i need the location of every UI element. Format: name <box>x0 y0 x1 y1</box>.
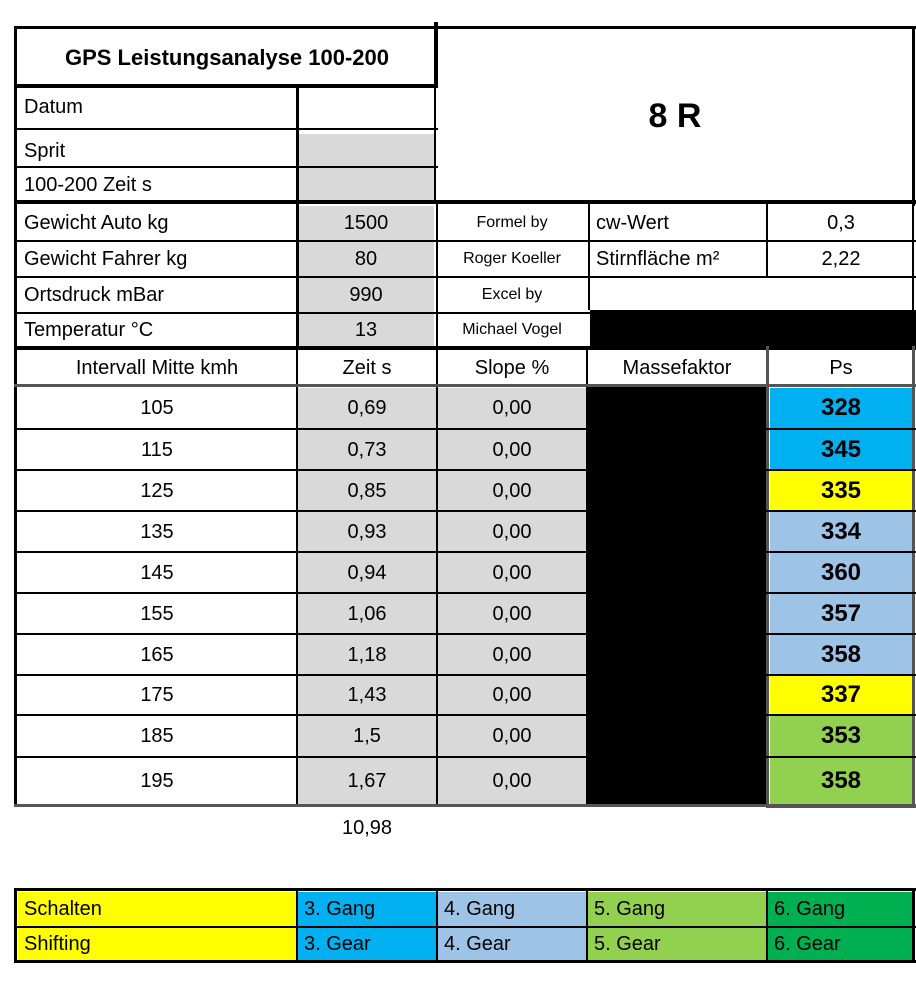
massefaktor-column <box>588 386 766 804</box>
v-line <box>434 22 438 84</box>
cell-kmh: 115 <box>18 430 296 469</box>
credit-michael-vogel: Michael Vogel <box>462 321 562 338</box>
cell-slope[interactable]: 0,00 <box>438 553 586 592</box>
cell-zeit[interactable]: 0,94 <box>298 553 436 592</box>
h-line <box>14 276 916 278</box>
h-line <box>14 469 916 471</box>
h-line <box>14 960 916 963</box>
legend-6-gang: 6. Gang <box>768 892 914 926</box>
header-zeit: Zeit s <box>342 357 392 379</box>
label-stirnflaeche: Stirnfläche m² <box>596 248 720 270</box>
cell-slope[interactable]: 0,00 <box>438 512 586 551</box>
legend-4-gear: 4. Gear <box>438 928 586 960</box>
cell-ps: 357 <box>770 594 912 633</box>
label-zeit-100-200: 100-200 Zeit s <box>24 174 152 196</box>
h-line <box>14 926 916 928</box>
h-line <box>14 551 916 553</box>
v-line <box>434 84 436 204</box>
credit-excel-by: Excel by <box>481 286 543 303</box>
v-line <box>14 26 17 806</box>
legend-6-gear: 6. Gear <box>768 928 914 960</box>
value-cw-wert[interactable]: 0,3 <box>827 212 855 234</box>
header-massefaktor: Massefaktor <box>622 357 732 379</box>
h-line <box>14 240 916 242</box>
h-line <box>14 166 438 168</box>
h-line <box>14 384 916 387</box>
cell-zeit[interactable]: 1,43 <box>298 676 436 714</box>
cell-ps: 360 <box>770 553 912 592</box>
cell-ps: 353 <box>770 716 912 756</box>
h-line <box>14 510 916 512</box>
legend-4-gang: 4. Gang <box>438 892 586 926</box>
h-line <box>14 633 916 635</box>
cell-slope[interactable]: 0,00 <box>438 430 586 469</box>
legend-3-gear: 3. Gear <box>298 928 436 960</box>
v-line <box>766 346 769 806</box>
v-line <box>588 200 590 310</box>
value-zeit-100-200[interactable] <box>298 168 434 202</box>
cell-kmh: 105 <box>18 388 296 428</box>
h-line <box>766 804 916 808</box>
cell-zeit[interactable]: 1,18 <box>298 635 436 674</box>
v-line <box>912 26 915 206</box>
cell-ps: 334 <box>770 512 912 551</box>
cell-kmh: 155 <box>18 594 296 633</box>
h-line <box>14 346 916 350</box>
label-cw-wert: cw-Wert <box>596 212 669 234</box>
legend-shifting: Shifting <box>18 928 296 960</box>
cell-slope[interactable]: 0,00 <box>438 388 586 428</box>
h-line <box>14 714 916 716</box>
cell-kmh: 145 <box>18 553 296 592</box>
v-line <box>14 888 17 962</box>
cell-kmh: 135 <box>18 512 296 551</box>
cell-slope[interactable]: 0,00 <box>438 594 586 633</box>
model-name: 8 R <box>648 97 702 135</box>
h-line <box>14 888 916 891</box>
cell-zeit[interactable]: 1,5 <box>298 716 436 756</box>
h-line <box>14 128 438 130</box>
cell-ps: 328 <box>770 388 912 428</box>
h-line <box>14 428 916 430</box>
sheet-title: GPS Leistungsanalyse 100-200 <box>64 45 390 70</box>
black-param-cell <box>590 310 916 346</box>
cell-ps: 337 <box>770 676 912 714</box>
h-line <box>14 674 916 676</box>
total-zeit: 10,98 <box>341 817 393 839</box>
h-line <box>14 312 594 314</box>
v-line <box>436 888 438 962</box>
v-line <box>912 200 914 310</box>
header-slope: Slope % <box>474 357 550 379</box>
credit-roger-koeller: Roger Koeller <box>463 250 561 267</box>
value-gewicht-fahrer[interactable]: 80 <box>298 242 434 276</box>
cell-kmh: 175 <box>18 676 296 714</box>
v-line <box>912 888 915 962</box>
cell-kmh: 195 <box>18 758 296 804</box>
cell-zeit[interactable]: 0,85 <box>298 471 436 510</box>
v-line <box>766 200 768 276</box>
cell-slope[interactable]: 0,00 <box>438 758 586 804</box>
credit-formel-by: Formel by <box>476 214 548 231</box>
value-stirnflaeche[interactable]: 2,22 <box>821 248 861 270</box>
h-line <box>14 592 916 594</box>
header-intervall: Intervall Mitte kmh <box>75 357 239 379</box>
value-temperatur[interactable]: 13 <box>298 314 434 346</box>
value-datum[interactable] <box>298 88 434 126</box>
cell-kmh: 125 <box>18 471 296 510</box>
value-sprit[interactable] <box>298 134 434 168</box>
h-line <box>14 756 916 758</box>
v-line <box>766 888 768 962</box>
h-line <box>14 84 438 88</box>
cell-slope[interactable]: 0,00 <box>438 676 586 714</box>
legend-5-gang: 5. Gang <box>588 892 766 926</box>
cell-slope[interactable]: 0,00 <box>438 635 586 674</box>
cell-kmh: 165 <box>18 635 296 674</box>
cell-zeit[interactable]: 1,06 <box>298 594 436 633</box>
cell-ps: 358 <box>770 635 912 674</box>
legend-schalten: Schalten <box>18 892 296 926</box>
v-line <box>586 346 588 806</box>
h-line <box>14 26 916 29</box>
cell-ps: 345 <box>770 430 912 469</box>
legend-3-gang: 3. Gang <box>298 892 436 926</box>
cell-zeit[interactable]: 0,73 <box>298 430 436 469</box>
v-line <box>436 200 438 350</box>
cell-ps: 335 <box>770 471 912 510</box>
h-line <box>14 200 916 204</box>
cell-zeit[interactable]: 0,93 <box>298 512 436 551</box>
label-temperatur: Temperatur °C <box>24 319 154 341</box>
label-gewicht-auto: Gewicht Auto kg <box>24 212 169 234</box>
cell-zeit[interactable]: 1,67 <box>298 758 436 804</box>
value-ortsdruck[interactable]: 990 <box>298 278 434 312</box>
cell-kmh: 185 <box>18 716 296 756</box>
cell-slope[interactable]: 0,00 <box>438 471 586 510</box>
v-line <box>912 346 915 806</box>
header-ps: Ps <box>829 357 853 379</box>
label-datum: Datum <box>24 96 83 118</box>
blank-param-cell <box>590 278 914 310</box>
v-line <box>586 888 588 962</box>
v-line <box>296 888 298 962</box>
value-gewicht-auto[interactable]: 1500 <box>298 206 434 240</box>
cell-slope[interactable]: 0,00 <box>438 716 586 756</box>
label-gewicht-fahrer: Gewicht Fahrer kg <box>24 248 188 270</box>
legend-5-gear: 5. Gear <box>588 928 766 960</box>
v-line <box>436 346 438 806</box>
label-ortsdruck: Ortsdruck mBar <box>24 284 165 306</box>
cell-zeit[interactable]: 0,69 <box>298 388 436 428</box>
v-line <box>296 346 298 806</box>
label-sprit: Sprit <box>24 140 66 162</box>
cell-ps: 358 <box>770 758 912 804</box>
v-line <box>296 84 299 346</box>
